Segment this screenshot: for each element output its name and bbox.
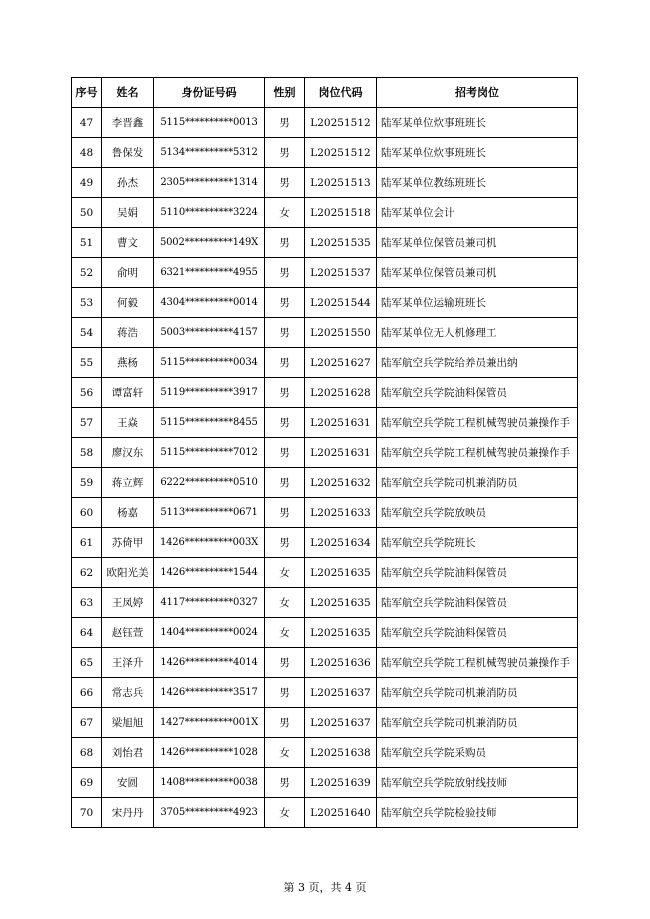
table-row xyxy=(72,648,578,678)
cell-position-code: L20251544 xyxy=(305,288,377,318)
cell-seq: 68 xyxy=(72,738,102,768)
cell-position-code: L20251635 xyxy=(305,618,377,648)
cell-gender: 男 xyxy=(265,228,305,258)
cell-gender: 男 xyxy=(265,408,305,438)
cell-gender: 男 xyxy=(265,708,305,738)
cell-position-code: L20251628 xyxy=(305,378,377,408)
cell-position: 陆军航空兵学院司机兼消防员 xyxy=(377,708,578,738)
table-row xyxy=(72,738,578,768)
cell-id-number: 5115**********7012 xyxy=(154,438,265,468)
cell-name: 廖汉东 xyxy=(102,438,154,468)
table-row xyxy=(72,618,578,648)
cell-position: 陆军航空兵学院采购员 xyxy=(377,738,578,768)
cell-gender: 女 xyxy=(265,198,305,228)
table-row xyxy=(72,768,578,798)
cell-gender: 女 xyxy=(265,558,305,588)
cell-gender: 女 xyxy=(265,588,305,618)
header-id-number: 身份证号码 xyxy=(154,78,265,108)
cell-id-number: 1426**********3517 xyxy=(154,678,265,708)
table-header-row xyxy=(72,78,578,108)
cell-position: 陆军航空兵学院工程机械驾驶员兼操作手 xyxy=(377,648,578,678)
cell-name: 鲁保发 xyxy=(102,138,154,168)
table-row xyxy=(72,678,578,708)
header-seq: 序号 xyxy=(72,78,102,108)
cell-position-code: L20251640 xyxy=(305,798,377,828)
table-row xyxy=(72,588,578,618)
cell-position: 陆军航空兵学院工程机械驾驶员兼操作手 xyxy=(377,408,578,438)
cell-gender: 男 xyxy=(265,438,305,468)
cell-name: 王焱 xyxy=(102,408,154,438)
cell-seq: 49 xyxy=(72,168,102,198)
cell-name: 孙杰 xyxy=(102,168,154,198)
cell-name: 燕杨 xyxy=(102,348,154,378)
cell-position: 陆军某单位炊事班班长 xyxy=(377,138,578,168)
cell-gender: 男 xyxy=(265,348,305,378)
cell-id-number: 1426**********1544 xyxy=(154,558,265,588)
table-row xyxy=(72,138,578,168)
table-row xyxy=(72,798,578,828)
cell-position: 陆军航空兵学院司机兼消防员 xyxy=(377,468,578,498)
table-row xyxy=(72,348,578,378)
cell-position: 陆军某单位保管员兼司机 xyxy=(377,228,578,258)
cell-position: 陆军某单位会计 xyxy=(377,198,578,228)
cell-id-number: 5115**********0034 xyxy=(154,348,265,378)
cell-position: 陆军航空兵学院班长 xyxy=(377,528,578,558)
cell-seq: 66 xyxy=(72,678,102,708)
cell-seq: 60 xyxy=(72,498,102,528)
cell-name: 俞明 xyxy=(102,258,154,288)
table-row xyxy=(72,318,578,348)
header-position: 招考岗位 xyxy=(377,78,578,108)
cell-gender: 男 xyxy=(265,768,305,798)
table-row xyxy=(72,438,578,468)
cell-gender: 男 xyxy=(265,108,305,138)
cell-seq: 57 xyxy=(72,408,102,438)
header-name: 姓名 xyxy=(102,78,154,108)
cell-seq: 69 xyxy=(72,768,102,798)
cell-gender: 男 xyxy=(265,318,305,348)
cell-seq: 70 xyxy=(72,798,102,828)
cell-position-code: L20251634 xyxy=(305,528,377,558)
header-position-code: 岗位代码 xyxy=(305,78,377,108)
cell-gender: 男 xyxy=(265,528,305,558)
cell-position: 陆军航空兵学院油料保管员 xyxy=(377,618,578,648)
table-row xyxy=(72,528,578,558)
cell-seq: 47 xyxy=(72,108,102,138)
cell-position: 陆军航空兵学院油料保管员 xyxy=(377,378,578,408)
cell-id-number: 1427**********001X xyxy=(154,708,265,738)
cell-position: 陆军航空兵学院油料保管员 xyxy=(377,588,578,618)
cell-seq: 64 xyxy=(72,618,102,648)
cell-name: 苏倚甲 xyxy=(102,528,154,558)
cell-position: 陆军航空兵学院放射线技师 xyxy=(377,768,578,798)
cell-position: 陆军航空兵学院油料保管员 xyxy=(377,558,578,588)
table-row xyxy=(72,288,578,318)
table-row xyxy=(72,108,578,138)
cell-name: 杨嘉 xyxy=(102,498,154,528)
cell-position-code: L20251635 xyxy=(305,558,377,588)
cell-seq: 63 xyxy=(72,588,102,618)
cell-name: 李晋鑫 xyxy=(102,108,154,138)
table-row xyxy=(72,498,578,528)
cell-position-code: L20251537 xyxy=(305,258,377,288)
cell-seq: 53 xyxy=(72,288,102,318)
cell-position-code: L20251512 xyxy=(305,138,377,168)
table-row xyxy=(72,258,578,288)
cell-name: 王泽升 xyxy=(102,648,154,678)
cell-name: 宋丹丹 xyxy=(102,798,154,828)
cell-id-number: 5113**********0671 xyxy=(154,498,265,528)
header-gender: 性别 xyxy=(265,78,305,108)
cell-position-code: L20251633 xyxy=(305,498,377,528)
cell-name: 蒋浩 xyxy=(102,318,154,348)
table-row xyxy=(72,558,578,588)
cell-name: 吴娟 xyxy=(102,198,154,228)
cell-gender: 男 xyxy=(265,168,305,198)
cell-seq: 55 xyxy=(72,348,102,378)
cell-id-number: 4117**********0327 xyxy=(154,588,265,618)
cell-name: 曹文 xyxy=(102,228,154,258)
cell-gender: 男 xyxy=(265,498,305,528)
cell-id-number: 5115**********8455 xyxy=(154,408,265,438)
cell-position: 陆军航空兵学院司机兼消防员 xyxy=(377,678,578,708)
table-row xyxy=(72,408,578,438)
cell-gender: 男 xyxy=(265,288,305,318)
cell-seq: 54 xyxy=(72,318,102,348)
cell-position-code: L20251635 xyxy=(305,588,377,618)
cell-name: 何毅 xyxy=(102,288,154,318)
cell-name: 赵钰萱 xyxy=(102,618,154,648)
cell-seq: 52 xyxy=(72,258,102,288)
cell-name: 王凤婷 xyxy=(102,588,154,618)
cell-position-code: L20251636 xyxy=(305,648,377,678)
cell-gender: 男 xyxy=(265,678,305,708)
cell-position-code: L20251637 xyxy=(305,678,377,708)
cell-gender: 男 xyxy=(265,378,305,408)
cell-position-code: L20251631 xyxy=(305,408,377,438)
cell-id-number: 1426**********1028 xyxy=(154,738,265,768)
cell-seq: 62 xyxy=(72,558,102,588)
cell-position: 陆军某单位无人机修理工 xyxy=(377,318,578,348)
table-row xyxy=(72,468,578,498)
cell-gender: 男 xyxy=(265,138,305,168)
cell-id-number: 1426**********4014 xyxy=(154,648,265,678)
cell-gender: 男 xyxy=(265,648,305,678)
cell-seq: 56 xyxy=(72,378,102,408)
cell-seq: 58 xyxy=(72,438,102,468)
cell-position-code: L20251639 xyxy=(305,768,377,798)
cell-id-number: 5134**********5312 xyxy=(154,138,265,168)
table-row xyxy=(72,168,578,198)
page-footer: 第 3 页，共 4 页 xyxy=(283,881,367,894)
cell-position: 陆军航空兵学院工程机械驾驶员兼操作手 xyxy=(377,438,578,468)
cell-position-code: L20251632 xyxy=(305,468,377,498)
cell-name: 刘怡君 xyxy=(102,738,154,768)
cell-id-number: 6321**********4955 xyxy=(154,258,265,288)
cell-gender: 女 xyxy=(265,798,305,828)
cell-id-number: 5002**********149X xyxy=(154,228,265,258)
candidate-table xyxy=(71,77,578,828)
cell-position: 陆军某单位教练班班长 xyxy=(377,168,578,198)
cell-seq: 61 xyxy=(72,528,102,558)
cell-id-number: 2305**********1314 xyxy=(154,168,265,198)
cell-position-code: L20251513 xyxy=(305,168,377,198)
cell-position-code: L20251512 xyxy=(305,108,377,138)
cell-seq: 50 xyxy=(72,198,102,228)
cell-id-number: 1408**********0038 xyxy=(154,768,265,798)
cell-position: 陆军某单位炊事班班长 xyxy=(377,108,578,138)
cell-position-code: L20251637 xyxy=(305,708,377,738)
cell-position-code: L20251535 xyxy=(305,228,377,258)
cell-id-number: 5003**********4157 xyxy=(154,318,265,348)
cell-id-number: 5110**********3224 xyxy=(154,198,265,228)
table-row xyxy=(72,228,578,258)
cell-name: 常志兵 xyxy=(102,678,154,708)
cell-id-number: 4304**********0014 xyxy=(154,288,265,318)
table-body xyxy=(72,108,578,828)
cell-position-code: L20251631 xyxy=(305,438,377,468)
cell-id-number: 3705**********4923 xyxy=(154,798,265,828)
cell-seq: 48 xyxy=(72,138,102,168)
cell-name: 谭富轩 xyxy=(102,378,154,408)
cell-name: 欧阳光美 xyxy=(102,558,154,588)
cell-seq: 51 xyxy=(72,228,102,258)
cell-id-number: 1426**********003X xyxy=(154,528,265,558)
cell-position: 陆军某单位运输班班长 xyxy=(377,288,578,318)
cell-name: 梁旭旭 xyxy=(102,708,154,738)
cell-gender: 男 xyxy=(265,468,305,498)
table-row xyxy=(72,198,578,228)
cell-position: 陆军航空兵学院检验技师 xyxy=(377,798,578,828)
cell-id-number: 1404**********0024 xyxy=(154,618,265,648)
cell-id-number: 5119**********3917 xyxy=(154,378,265,408)
cell-position-code: L20251638 xyxy=(305,738,377,768)
cell-gender: 女 xyxy=(265,738,305,768)
cell-position-code: L20251627 xyxy=(305,348,377,378)
cell-seq: 65 xyxy=(72,648,102,678)
cell-position: 陆军某单位保管员兼司机 xyxy=(377,258,578,288)
cell-gender: 女 xyxy=(265,618,305,648)
cell-position: 陆军航空兵学院放映员 xyxy=(377,498,578,528)
cell-seq: 59 xyxy=(72,468,102,498)
cell-name: 安圆 xyxy=(102,768,154,798)
table-row xyxy=(72,378,578,408)
cell-id-number: 5115**********0013 xyxy=(154,108,265,138)
table-row xyxy=(72,708,578,738)
cell-position-code: L20251550 xyxy=(305,318,377,348)
cell-seq: 67 xyxy=(72,708,102,738)
cell-position-code: L20251518 xyxy=(305,198,377,228)
cell-position: 陆军航空兵学院给养员兼出纳 xyxy=(377,348,578,378)
cell-id-number: 6222**********0510 xyxy=(154,468,265,498)
cell-gender: 男 xyxy=(265,258,305,288)
cell-name: 蒋立辉 xyxy=(102,468,154,498)
